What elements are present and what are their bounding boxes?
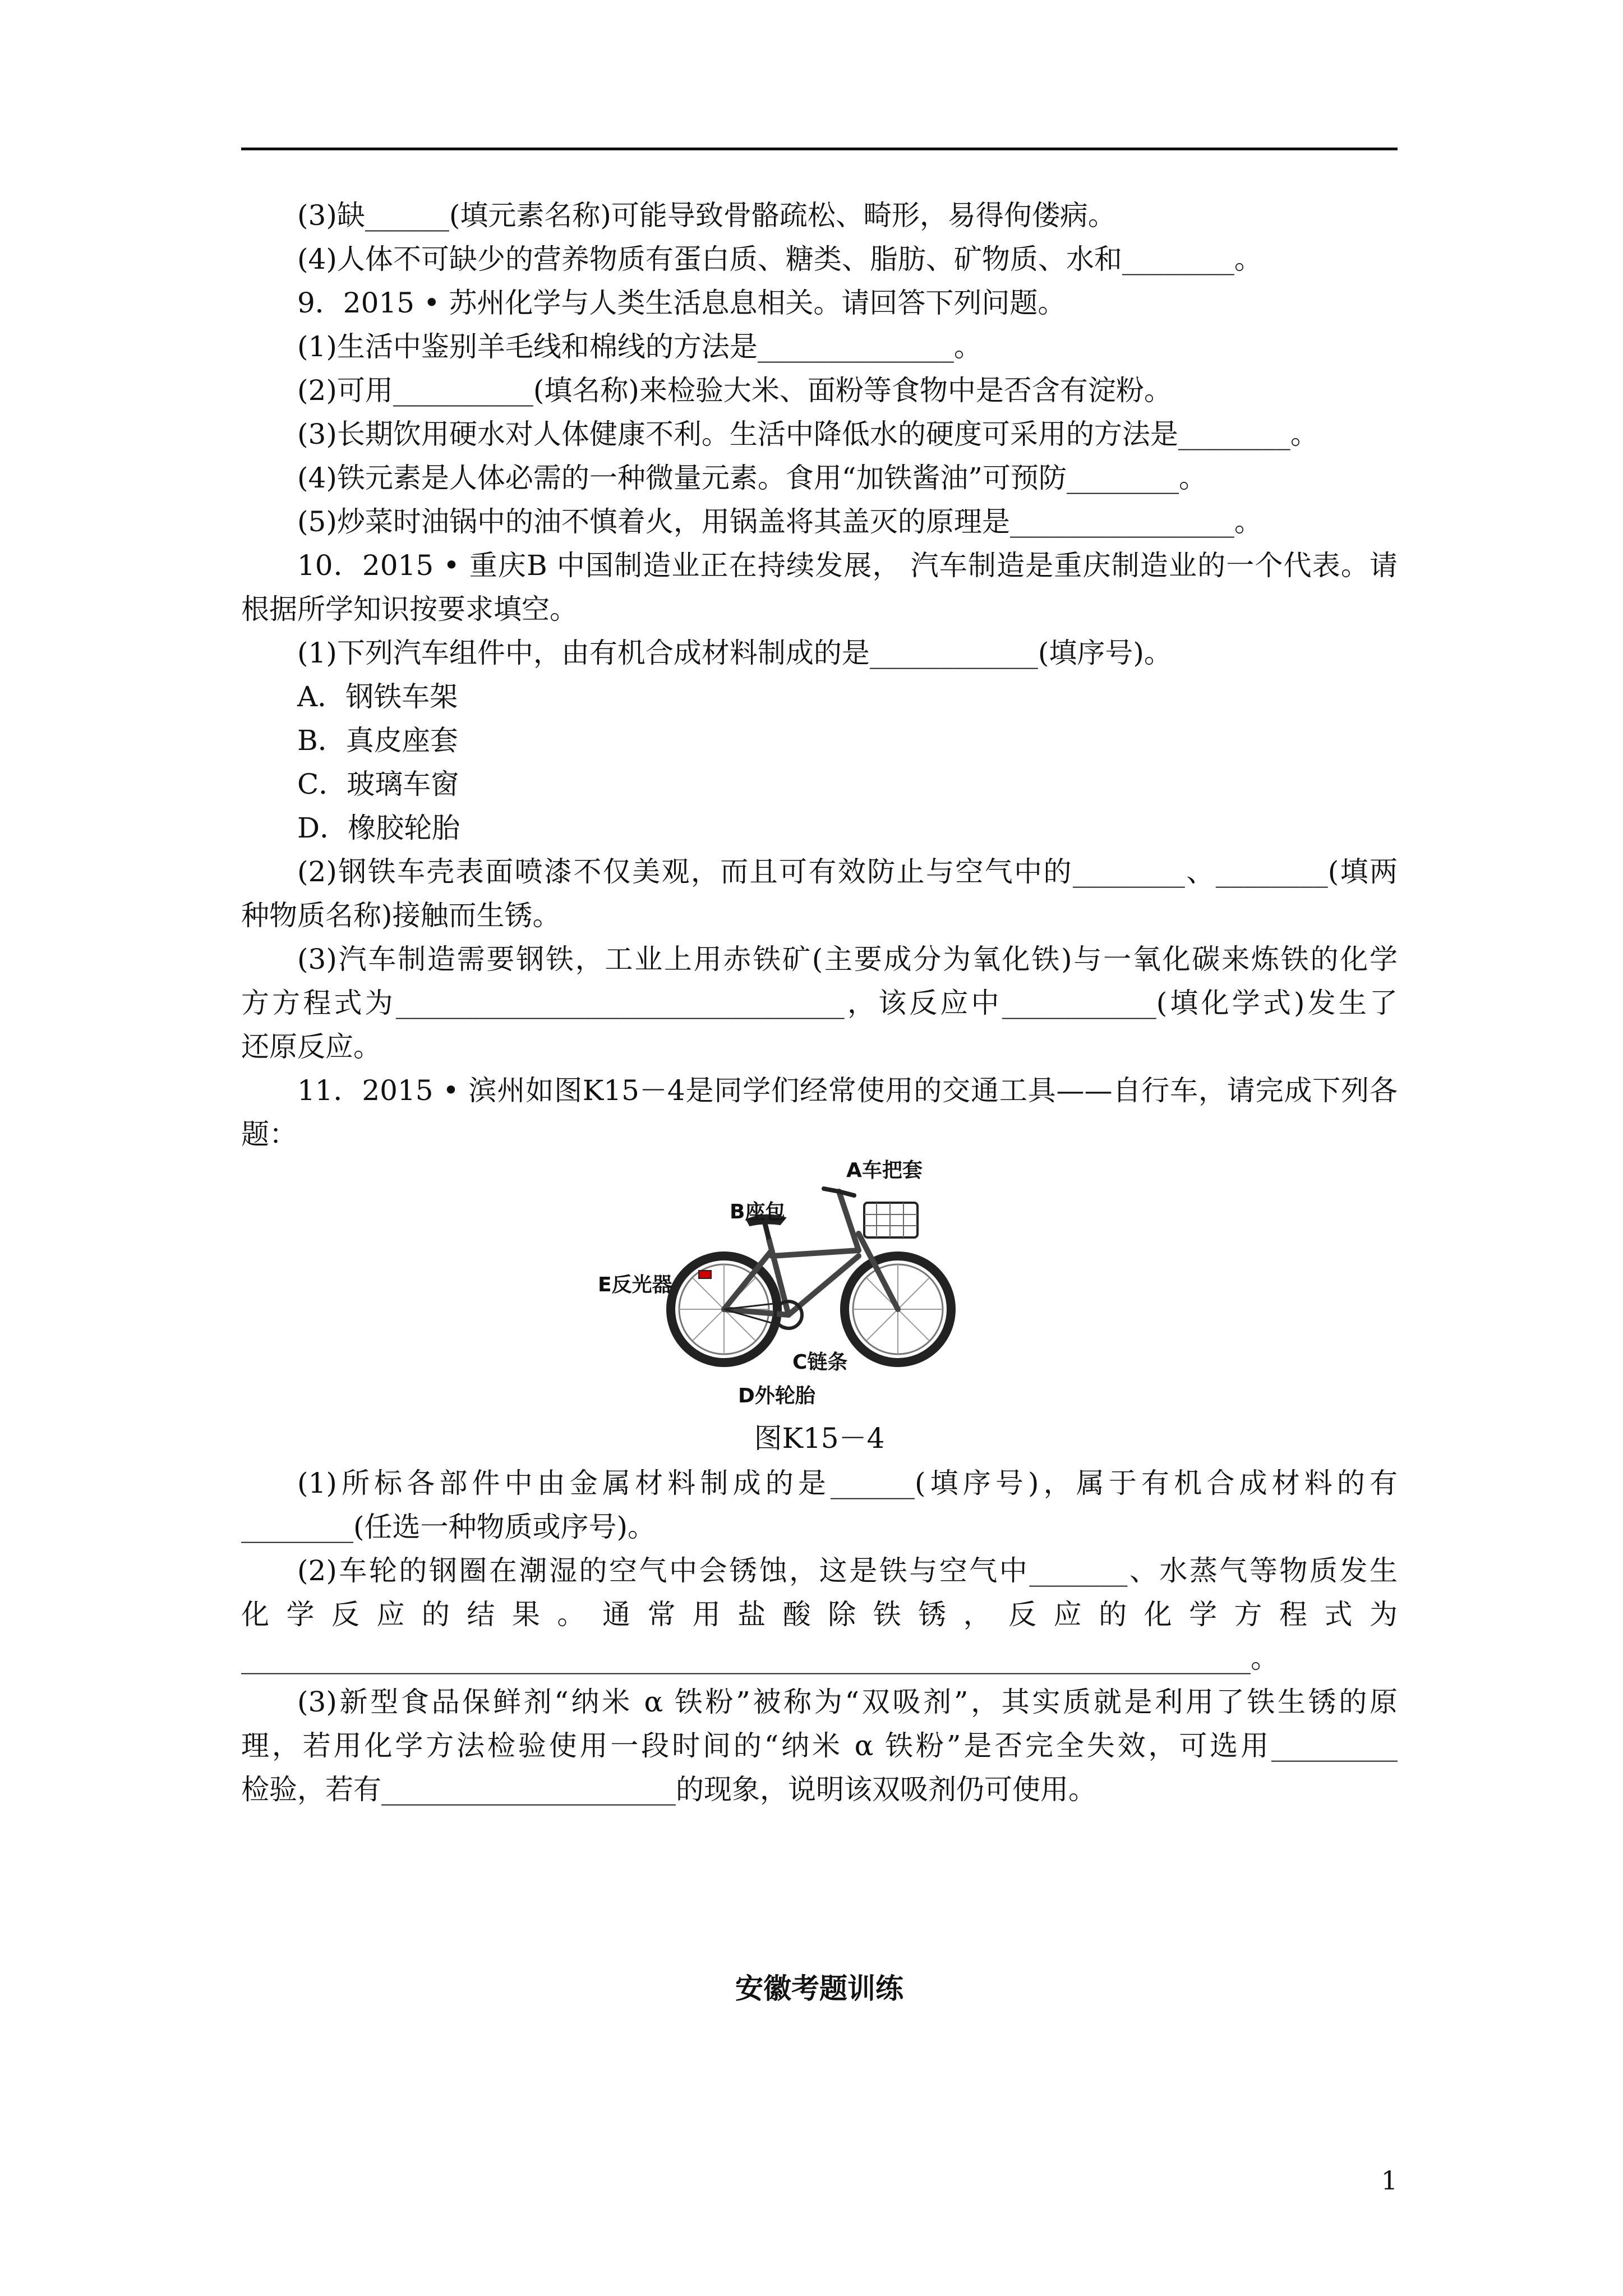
q10-part1: (1)下列汽车组件中，由有机合成材料制成的是____________(填序号)。 <box>297 637 1172 669</box>
label-b-saddle: B座包 <box>730 1200 786 1223</box>
q11-part1-line2: ________(任选一种物质或序号)。 <box>241 1511 656 1543</box>
label-d-tire: D外轮胎 <box>738 1384 815 1407</box>
label-c-chain: C链条 <box>792 1351 848 1374</box>
question-body <box>241 194 1398 1811</box>
q11-part2-line3: ________________________________________________________________________。 <box>241 1642 1279 1674</box>
q8-part3: (3)缺______(填元素名称)可能导致骨骼疏松、畸形，易得佝偻病。 <box>297 199 1116 232</box>
q10-part3-line2: 方方程式为________________________________，该反应中___________(填化学式)发生了 <box>241 987 1398 1019</box>
q10-option-a: A．钢铁车架 <box>297 680 458 713</box>
q11-part3-line1: (3)新型食品保鲜剂“纳米 α 铁粉”被称为“双吸剂”，其实质就是利用了铁生锈的原 <box>297 1686 1398 1718</box>
label-a-handlebar-grip: A车把套 <box>846 1159 923 1182</box>
q11-part1-line1: (1)所标各部件中由金属材料制成的是______(填序号)，属于有机合成材料的有 <box>297 1467 1398 1499</box>
header-rule <box>241 148 1398 150</box>
figure-caption: 图K15－4 <box>754 1422 885 1455</box>
q9-part5: (5)炒菜时油锅中的油不慎着火，用锅盖将其盖灭的原理是________________。 <box>297 505 1262 538</box>
q11-stem-line1: 11．2015 • 滨州如图K15－4是同学们经常使用的交通工具——自行车，请完成下列各 <box>297 1074 1398 1107</box>
q10-option-d: D．橡胶轮胎 <box>297 812 460 844</box>
q10-part2-line1: (2)钢铁车壳表面喷漆不仅美观，而且可有效防止与空气中的________、________(填两 <box>297 855 1398 888</box>
q10-part2-line2: 种物质名称)接触而生锈。 <box>241 899 561 932</box>
q9-part3: (3)长期饮用硬水对人体健康不利。生活中降低水的硬度可采用的方法是________。 <box>297 418 1318 450</box>
label-e-reflector: E反光器 <box>598 1273 672 1296</box>
q9-part4: (4)铁元素是人体必需的一种微量元素。食用“加铁酱油”可预防________。 <box>297 462 1207 494</box>
q10-option-c: C．玻璃车窗 <box>297 768 459 800</box>
rear-reflector <box>699 1271 711 1278</box>
page-number: 1 <box>1381 2165 1398 2196</box>
bicycle-illustration <box>645 1166 993 1413</box>
q11-part2-line2: 化 学 反 应 的 结 果 。 通 常 用 盐 酸 除 铁 锈 ， 反 应 的 化 学 方 程 式 为 <box>241 1598 1398 1631</box>
q9-stem: 9．2015 • 苏州化学与人类生活息息相关。请回答下列问题。 <box>297 287 1066 319</box>
q11-part3-line2: 理，若用化学方法检验使用一段时间的“纳米 α 铁粉”是否完全失效，可选用_________ <box>241 1729 1398 1762</box>
q10-part3-line1: (3)汽车制造需要钢铁，工业上用赤铁矿(主要成分为氧化铁)与一氧化碳来炼铁的化学 <box>297 943 1398 976</box>
q11-part2-line1: (2)车轮的钢圈在潮湿的空气中会锈蚀，这是铁与空气中_______、水蒸气等物质发生 <box>297 1554 1398 1587</box>
bicycle-basket <box>864 1203 917 1237</box>
q9-part2: (2)可用__________(填名称)来检验大米、面粉等食物中是否含有淀粉。 <box>297 374 1172 407</box>
q10-option-b: B．真皮座套 <box>297 724 458 757</box>
q11-stem-line2: 题： <box>241 1118 297 1151</box>
q8-part4: (4)人体不可缺少的营养物质有蛋白质、糖类、脂肪、矿物质、水和________。 <box>297 243 1262 275</box>
bicycle-figure <box>598 1159 993 1413</box>
q10-stem-line2: 根据所学知识按要求填空。 <box>241 593 578 625</box>
q10-part3-line3: 还原反应。 <box>241 1030 381 1063</box>
q11-part3-line3: 检验，若有_____________________的现象，说明该双吸剂仍可使用。 <box>241 1773 1096 1806</box>
q10-stem-line1: 10．2015 • 重庆B 中国制造业正在持续发展， 汽车制造是重庆制造业的一个代表。请 <box>297 549 1398 582</box>
q9-part1: (1)生活中鉴别羊毛线和棉线的方法是______________。 <box>297 330 982 363</box>
section-title: 安徽考题训练 <box>735 1972 903 2005</box>
